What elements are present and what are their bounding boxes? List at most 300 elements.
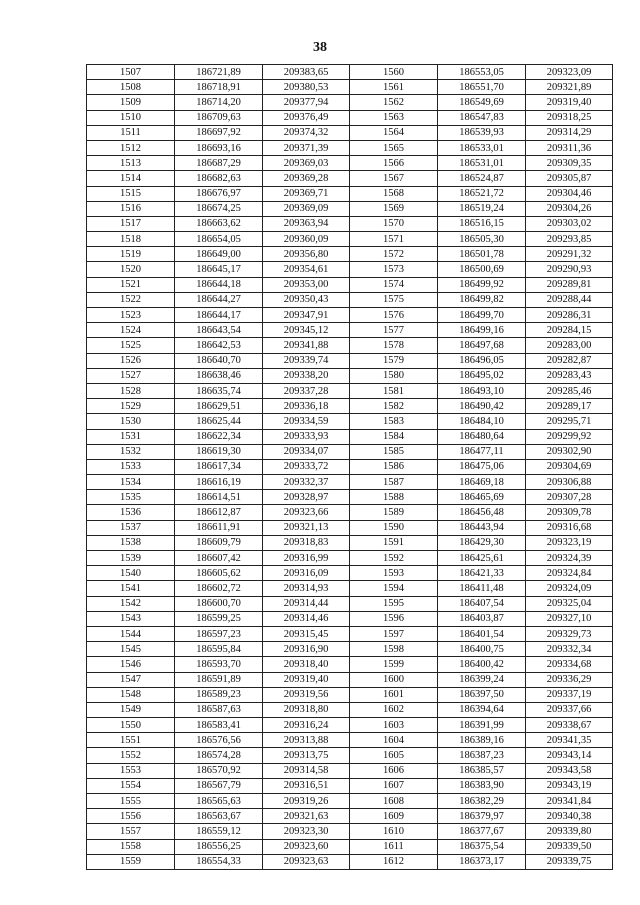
x-coordinate-cell: 186638,46 [175, 368, 263, 383]
point-number-cell: 1596 [350, 611, 438, 626]
y-coordinate-cell: 209314,29 [526, 125, 613, 140]
point-number-cell: 1611 [350, 839, 438, 854]
point-number-cell: 1604 [350, 733, 438, 748]
x-coordinate-cell: 186676,97 [175, 186, 263, 201]
x-coordinate-cell: 186605,62 [175, 566, 263, 581]
point-number-cell: 1559 [87, 854, 175, 869]
x-coordinate-cell: 186499,82 [438, 292, 526, 307]
x-coordinate-cell: 186625,44 [175, 414, 263, 429]
table-row [87, 581, 613, 596]
y-coordinate-cell: 209314,58 [263, 763, 350, 778]
point-number-cell: 1532 [87, 444, 175, 459]
point-number-cell: 1570 [350, 216, 438, 231]
point-number-cell: 1548 [87, 687, 175, 702]
x-coordinate-cell: 186640,70 [175, 353, 263, 368]
table-row [87, 201, 613, 216]
x-coordinate-cell: 186382,29 [438, 794, 526, 809]
x-coordinate-cell: 186499,70 [438, 308, 526, 323]
x-coordinate-cell: 186425,61 [438, 551, 526, 566]
table-row [87, 353, 613, 368]
y-coordinate-cell: 209299,92 [526, 429, 613, 444]
y-coordinate-cell: 209341,35 [526, 733, 613, 748]
y-coordinate-cell: 209309,35 [526, 156, 613, 171]
y-coordinate-cell: 209303,02 [526, 216, 613, 231]
point-number-cell: 1582 [350, 399, 438, 414]
point-number-cell: 1551 [87, 733, 175, 748]
x-coordinate-cell: 186645,17 [175, 262, 263, 277]
y-coordinate-cell: 209376,49 [263, 110, 350, 125]
x-coordinate-cell: 186567,79 [175, 778, 263, 793]
point-number-cell: 1603 [350, 718, 438, 733]
x-coordinate-cell: 186687,29 [175, 156, 263, 171]
table-row [87, 80, 613, 95]
x-coordinate-cell: 186469,18 [438, 475, 526, 490]
x-coordinate-cell: 186385,57 [438, 763, 526, 778]
y-coordinate-cell: 209304,46 [526, 186, 613, 201]
y-coordinate-cell: 209318,83 [263, 535, 350, 550]
y-coordinate-cell: 209334,07 [263, 444, 350, 459]
x-coordinate-cell: 186593,70 [175, 657, 263, 672]
y-coordinate-cell: 209321,63 [263, 809, 350, 824]
x-coordinate-cell: 186484,10 [438, 414, 526, 429]
x-coordinate-cell: 186589,23 [175, 687, 263, 702]
y-coordinate-cell: 209319,26 [263, 794, 350, 809]
y-coordinate-cell: 209307,28 [526, 490, 613, 505]
y-coordinate-cell: 209323,66 [263, 505, 350, 520]
table-row [87, 171, 613, 186]
x-coordinate-cell: 186465,69 [438, 490, 526, 505]
y-coordinate-cell: 209309,78 [526, 505, 613, 520]
table-row [87, 216, 613, 231]
table-row [87, 794, 613, 809]
y-coordinate-cell: 209380,53 [263, 80, 350, 95]
y-coordinate-cell: 209314,46 [263, 611, 350, 626]
y-coordinate-cell: 209305,87 [526, 171, 613, 186]
y-coordinate-cell: 209293,85 [526, 232, 613, 247]
x-coordinate-cell: 186551,70 [438, 80, 526, 95]
x-coordinate-cell: 186377,67 [438, 824, 526, 839]
table-row [87, 490, 613, 505]
table-row [87, 809, 613, 824]
point-number-cell: 1590 [350, 520, 438, 535]
x-coordinate-cell: 186587,63 [175, 702, 263, 717]
point-number-cell: 1575 [350, 292, 438, 307]
point-number-cell: 1511 [87, 125, 175, 140]
y-coordinate-cell: 209371,39 [263, 140, 350, 155]
y-coordinate-cell: 209286,31 [526, 308, 613, 323]
y-coordinate-cell: 209313,75 [263, 748, 350, 763]
point-number-cell: 1591 [350, 535, 438, 550]
point-number-cell: 1565 [350, 140, 438, 155]
y-coordinate-cell: 209343,58 [526, 763, 613, 778]
x-coordinate-cell: 186499,16 [438, 323, 526, 338]
table-row [87, 140, 613, 155]
point-number-cell: 1600 [350, 672, 438, 687]
x-coordinate-cell: 186597,23 [175, 626, 263, 641]
table-row [87, 566, 613, 581]
table-row [87, 475, 613, 490]
point-number-cell: 1573 [350, 262, 438, 277]
x-coordinate-cell: 186375,54 [438, 839, 526, 854]
y-coordinate-cell: 209291,32 [526, 247, 613, 262]
y-coordinate-cell: 209334,68 [526, 657, 613, 672]
point-number-cell: 1567 [350, 171, 438, 186]
point-number-cell: 1571 [350, 232, 438, 247]
x-coordinate-cell: 186607,42 [175, 551, 263, 566]
point-number-cell: 1508 [87, 80, 175, 95]
point-number-cell: 1564 [350, 125, 438, 140]
y-coordinate-cell: 209369,28 [263, 171, 350, 186]
x-coordinate-cell: 186718,91 [175, 80, 263, 95]
y-coordinate-cell: 209343,14 [526, 748, 613, 763]
point-number-cell: 1542 [87, 596, 175, 611]
y-coordinate-cell: 209302,90 [526, 444, 613, 459]
coordinate-table [86, 64, 613, 870]
point-number-cell: 1580 [350, 368, 438, 383]
y-coordinate-cell: 209319,40 [263, 672, 350, 687]
table-row [87, 247, 613, 262]
point-number-cell: 1514 [87, 171, 175, 186]
y-coordinate-cell: 209311,36 [526, 140, 613, 155]
point-number-cell: 1526 [87, 353, 175, 368]
x-coordinate-cell: 186556,25 [175, 839, 263, 854]
point-number-cell: 1538 [87, 535, 175, 550]
point-number-cell: 1587 [350, 475, 438, 490]
table-row [87, 718, 613, 733]
table-row [87, 125, 613, 140]
y-coordinate-cell: 209363,94 [263, 216, 350, 231]
x-coordinate-cell: 186682,63 [175, 171, 263, 186]
x-coordinate-cell: 186644,27 [175, 292, 263, 307]
point-number-cell: 1518 [87, 232, 175, 247]
x-coordinate-cell: 186654,05 [175, 232, 263, 247]
x-coordinate-cell: 186642,53 [175, 338, 263, 353]
x-coordinate-cell: 186400,75 [438, 642, 526, 657]
point-number-cell: 1585 [350, 444, 438, 459]
y-coordinate-cell: 209290,93 [526, 262, 613, 277]
x-coordinate-cell: 186499,92 [438, 277, 526, 292]
y-coordinate-cell: 209333,93 [263, 429, 350, 444]
x-coordinate-cell: 186649,00 [175, 247, 263, 262]
y-coordinate-cell: 209339,75 [526, 854, 613, 869]
table-row [87, 657, 613, 672]
y-coordinate-cell: 209316,99 [263, 551, 350, 566]
x-coordinate-cell: 186619,30 [175, 444, 263, 459]
x-coordinate-cell: 186387,23 [438, 748, 526, 763]
point-number-cell: 1507 [87, 65, 175, 80]
point-number-cell: 1517 [87, 216, 175, 231]
point-number-cell: 1512 [87, 140, 175, 155]
y-coordinate-cell: 209288,44 [526, 292, 613, 307]
point-number-cell: 1605 [350, 748, 438, 763]
table-row [87, 444, 613, 459]
point-number-cell: 1566 [350, 156, 438, 171]
point-number-cell: 1561 [350, 80, 438, 95]
y-coordinate-cell: 209360,09 [263, 232, 350, 247]
x-coordinate-cell: 186644,18 [175, 277, 263, 292]
point-number-cell: 1510 [87, 110, 175, 125]
y-coordinate-cell: 209329,73 [526, 626, 613, 641]
x-coordinate-cell: 186591,89 [175, 672, 263, 687]
x-coordinate-cell: 186574,28 [175, 748, 263, 763]
x-coordinate-cell: 186411,48 [438, 581, 526, 596]
x-coordinate-cell: 186697,92 [175, 125, 263, 140]
y-coordinate-cell: 209316,24 [263, 718, 350, 733]
y-coordinate-cell: 209332,37 [263, 475, 350, 490]
point-number-cell: 1509 [87, 95, 175, 110]
point-number-cell: 1589 [350, 505, 438, 520]
x-coordinate-cell: 186500,69 [438, 262, 526, 277]
point-number-cell: 1568 [350, 186, 438, 201]
point-number-cell: 1541 [87, 581, 175, 596]
point-number-cell: 1552 [87, 748, 175, 763]
y-coordinate-cell: 209285,46 [526, 383, 613, 398]
x-coordinate-cell: 186554,33 [175, 854, 263, 869]
point-number-cell: 1530 [87, 414, 175, 429]
x-coordinate-cell: 186516,15 [438, 216, 526, 231]
table-row [87, 323, 613, 338]
point-number-cell: 1550 [87, 718, 175, 733]
y-coordinate-cell: 209345,12 [263, 323, 350, 338]
y-coordinate-cell: 209323,30 [263, 824, 350, 839]
y-coordinate-cell: 209341,84 [526, 794, 613, 809]
point-number-cell: 1581 [350, 383, 438, 398]
table-row [87, 642, 613, 657]
table-row [87, 626, 613, 641]
x-coordinate-cell: 186663,62 [175, 216, 263, 231]
point-number-cell: 1577 [350, 323, 438, 338]
x-coordinate-cell: 186576,56 [175, 733, 263, 748]
x-coordinate-cell: 186617,34 [175, 459, 263, 474]
x-coordinate-cell: 186563,67 [175, 809, 263, 824]
y-coordinate-cell: 209343,19 [526, 778, 613, 793]
point-number-cell: 1531 [87, 429, 175, 444]
y-coordinate-cell: 209323,19 [526, 535, 613, 550]
y-coordinate-cell: 209369,09 [263, 201, 350, 216]
y-coordinate-cell: 209284,15 [526, 323, 613, 338]
y-coordinate-cell: 209283,43 [526, 368, 613, 383]
table-row [87, 854, 613, 869]
y-coordinate-cell: 209321,13 [263, 520, 350, 535]
y-coordinate-cell: 209377,94 [263, 95, 350, 110]
x-coordinate-cell: 186533,01 [438, 140, 526, 155]
x-coordinate-cell: 186496,05 [438, 353, 526, 368]
table-row [87, 551, 613, 566]
table-row [87, 459, 613, 474]
x-coordinate-cell: 186497,68 [438, 338, 526, 353]
y-coordinate-cell: 209319,40 [526, 95, 613, 110]
y-coordinate-cell: 209325,04 [526, 596, 613, 611]
table-row [87, 399, 613, 414]
x-coordinate-cell: 186477,11 [438, 444, 526, 459]
x-coordinate-cell: 186505,30 [438, 232, 526, 247]
x-coordinate-cell: 186709,63 [175, 110, 263, 125]
y-coordinate-cell: 209319,56 [263, 687, 350, 702]
point-number-cell: 1598 [350, 642, 438, 657]
point-number-cell: 1543 [87, 611, 175, 626]
x-coordinate-cell: 186397,50 [438, 687, 526, 702]
y-coordinate-cell: 209318,80 [263, 702, 350, 717]
y-coordinate-cell: 209332,34 [526, 642, 613, 657]
point-number-cell: 1522 [87, 292, 175, 307]
y-coordinate-cell: 209289,81 [526, 277, 613, 292]
y-coordinate-cell: 209324,39 [526, 551, 613, 566]
y-coordinate-cell: 209350,43 [263, 292, 350, 307]
point-number-cell: 1602 [350, 702, 438, 717]
table-row [87, 277, 613, 292]
y-coordinate-cell: 209328,97 [263, 490, 350, 505]
table-row [87, 778, 613, 793]
x-coordinate-cell: 186565,63 [175, 794, 263, 809]
y-coordinate-cell: 209327,10 [526, 611, 613, 626]
point-number-cell: 1576 [350, 308, 438, 323]
point-number-cell: 1536 [87, 505, 175, 520]
table-row [87, 505, 613, 520]
point-number-cell: 1544 [87, 626, 175, 641]
table-row [87, 414, 613, 429]
x-coordinate-cell: 186602,72 [175, 581, 263, 596]
x-coordinate-cell: 186383,90 [438, 778, 526, 793]
x-coordinate-cell: 186490,42 [438, 399, 526, 414]
point-number-cell: 1523 [87, 308, 175, 323]
point-number-cell: 1558 [87, 839, 175, 854]
point-number-cell: 1569 [350, 201, 438, 216]
table-row [87, 186, 613, 201]
table-row [87, 338, 613, 353]
y-coordinate-cell: 209369,03 [263, 156, 350, 171]
table-row [87, 535, 613, 550]
x-coordinate-cell: 186570,92 [175, 763, 263, 778]
point-number-cell: 1554 [87, 778, 175, 793]
y-coordinate-cell: 209339,80 [526, 824, 613, 839]
y-coordinate-cell: 209338,20 [263, 368, 350, 383]
table-row [87, 262, 613, 277]
point-number-cell: 1521 [87, 277, 175, 292]
y-coordinate-cell: 209369,71 [263, 186, 350, 201]
point-number-cell: 1528 [87, 383, 175, 398]
x-coordinate-cell: 186399,24 [438, 672, 526, 687]
x-coordinate-cell: 186600,70 [175, 596, 263, 611]
point-number-cell: 1609 [350, 809, 438, 824]
y-coordinate-cell: 209323,63 [263, 854, 350, 869]
x-coordinate-cell: 186547,83 [438, 110, 526, 125]
y-coordinate-cell: 209383,65 [263, 65, 350, 80]
point-number-cell: 1560 [350, 65, 438, 80]
point-number-cell: 1540 [87, 566, 175, 581]
point-number-cell: 1549 [87, 702, 175, 717]
y-coordinate-cell: 209323,60 [263, 839, 350, 854]
point-number-cell: 1557 [87, 824, 175, 839]
x-coordinate-cell: 186495,02 [438, 368, 526, 383]
x-coordinate-cell: 186559,12 [175, 824, 263, 839]
point-number-cell: 1607 [350, 778, 438, 793]
y-coordinate-cell: 209374,32 [263, 125, 350, 140]
y-coordinate-cell: 209314,93 [263, 581, 350, 596]
x-coordinate-cell: 186379,97 [438, 809, 526, 824]
point-number-cell: 1555 [87, 794, 175, 809]
y-coordinate-cell: 209324,84 [526, 566, 613, 581]
y-coordinate-cell: 209321,89 [526, 80, 613, 95]
point-number-cell: 1525 [87, 338, 175, 353]
y-coordinate-cell: 209316,90 [263, 642, 350, 657]
point-number-cell: 1606 [350, 763, 438, 778]
point-number-cell: 1610 [350, 824, 438, 839]
point-number-cell: 1535 [87, 490, 175, 505]
x-coordinate-cell: 186456,48 [438, 505, 526, 520]
point-number-cell: 1608 [350, 794, 438, 809]
point-number-cell: 1597 [350, 626, 438, 641]
x-coordinate-cell: 186629,51 [175, 399, 263, 414]
x-coordinate-cell: 186611,91 [175, 520, 263, 535]
point-number-cell: 1599 [350, 657, 438, 672]
y-coordinate-cell: 209318,40 [263, 657, 350, 672]
table-row [87, 596, 613, 611]
table-row [87, 156, 613, 171]
x-coordinate-cell: 186643,54 [175, 323, 263, 338]
table-row [87, 748, 613, 763]
y-coordinate-cell: 209337,19 [526, 687, 613, 702]
x-coordinate-cell: 186609,79 [175, 535, 263, 550]
point-number-cell: 1563 [350, 110, 438, 125]
x-coordinate-cell: 186583,41 [175, 718, 263, 733]
y-coordinate-cell: 209354,61 [263, 262, 350, 277]
table-row [87, 232, 613, 247]
point-number-cell: 1595 [350, 596, 438, 611]
x-coordinate-cell: 186401,54 [438, 626, 526, 641]
y-coordinate-cell: 209306,88 [526, 475, 613, 490]
point-number-cell: 1513 [87, 156, 175, 171]
x-coordinate-cell: 186612,87 [175, 505, 263, 520]
point-number-cell: 1612 [350, 854, 438, 869]
y-coordinate-cell: 209282,87 [526, 353, 613, 368]
point-number-cell: 1586 [350, 459, 438, 474]
x-coordinate-cell: 186519,24 [438, 201, 526, 216]
point-number-cell: 1556 [87, 809, 175, 824]
x-coordinate-cell: 186622,34 [175, 429, 263, 444]
point-number-cell: 1539 [87, 551, 175, 566]
y-coordinate-cell: 209336,18 [263, 399, 350, 414]
table-row [87, 520, 613, 535]
x-coordinate-cell: 186644,17 [175, 308, 263, 323]
point-number-cell: 1583 [350, 414, 438, 429]
point-number-cell: 1534 [87, 475, 175, 490]
y-coordinate-cell: 209283,00 [526, 338, 613, 353]
point-number-cell: 1594 [350, 581, 438, 596]
x-coordinate-cell: 186521,72 [438, 186, 526, 201]
point-number-cell: 1553 [87, 763, 175, 778]
point-number-cell: 1524 [87, 323, 175, 338]
x-coordinate-cell: 186614,51 [175, 490, 263, 505]
point-number-cell: 1579 [350, 353, 438, 368]
x-coordinate-cell: 186721,89 [175, 65, 263, 80]
x-coordinate-cell: 186400,42 [438, 657, 526, 672]
x-coordinate-cell: 186616,19 [175, 475, 263, 490]
table-row [87, 383, 613, 398]
x-coordinate-cell: 186373,17 [438, 854, 526, 869]
y-coordinate-cell: 209289,17 [526, 399, 613, 414]
point-number-cell: 1520 [87, 262, 175, 277]
x-coordinate-cell: 186407,54 [438, 596, 526, 611]
y-coordinate-cell: 209338,67 [526, 718, 613, 733]
point-number-cell: 1547 [87, 672, 175, 687]
y-coordinate-cell: 209316,51 [263, 778, 350, 793]
x-coordinate-cell: 186524,87 [438, 171, 526, 186]
point-number-cell: 1592 [350, 551, 438, 566]
y-coordinate-cell: 209315,45 [263, 626, 350, 641]
table-row [87, 824, 613, 839]
point-number-cell: 1546 [87, 657, 175, 672]
x-coordinate-cell: 186421,33 [438, 566, 526, 581]
